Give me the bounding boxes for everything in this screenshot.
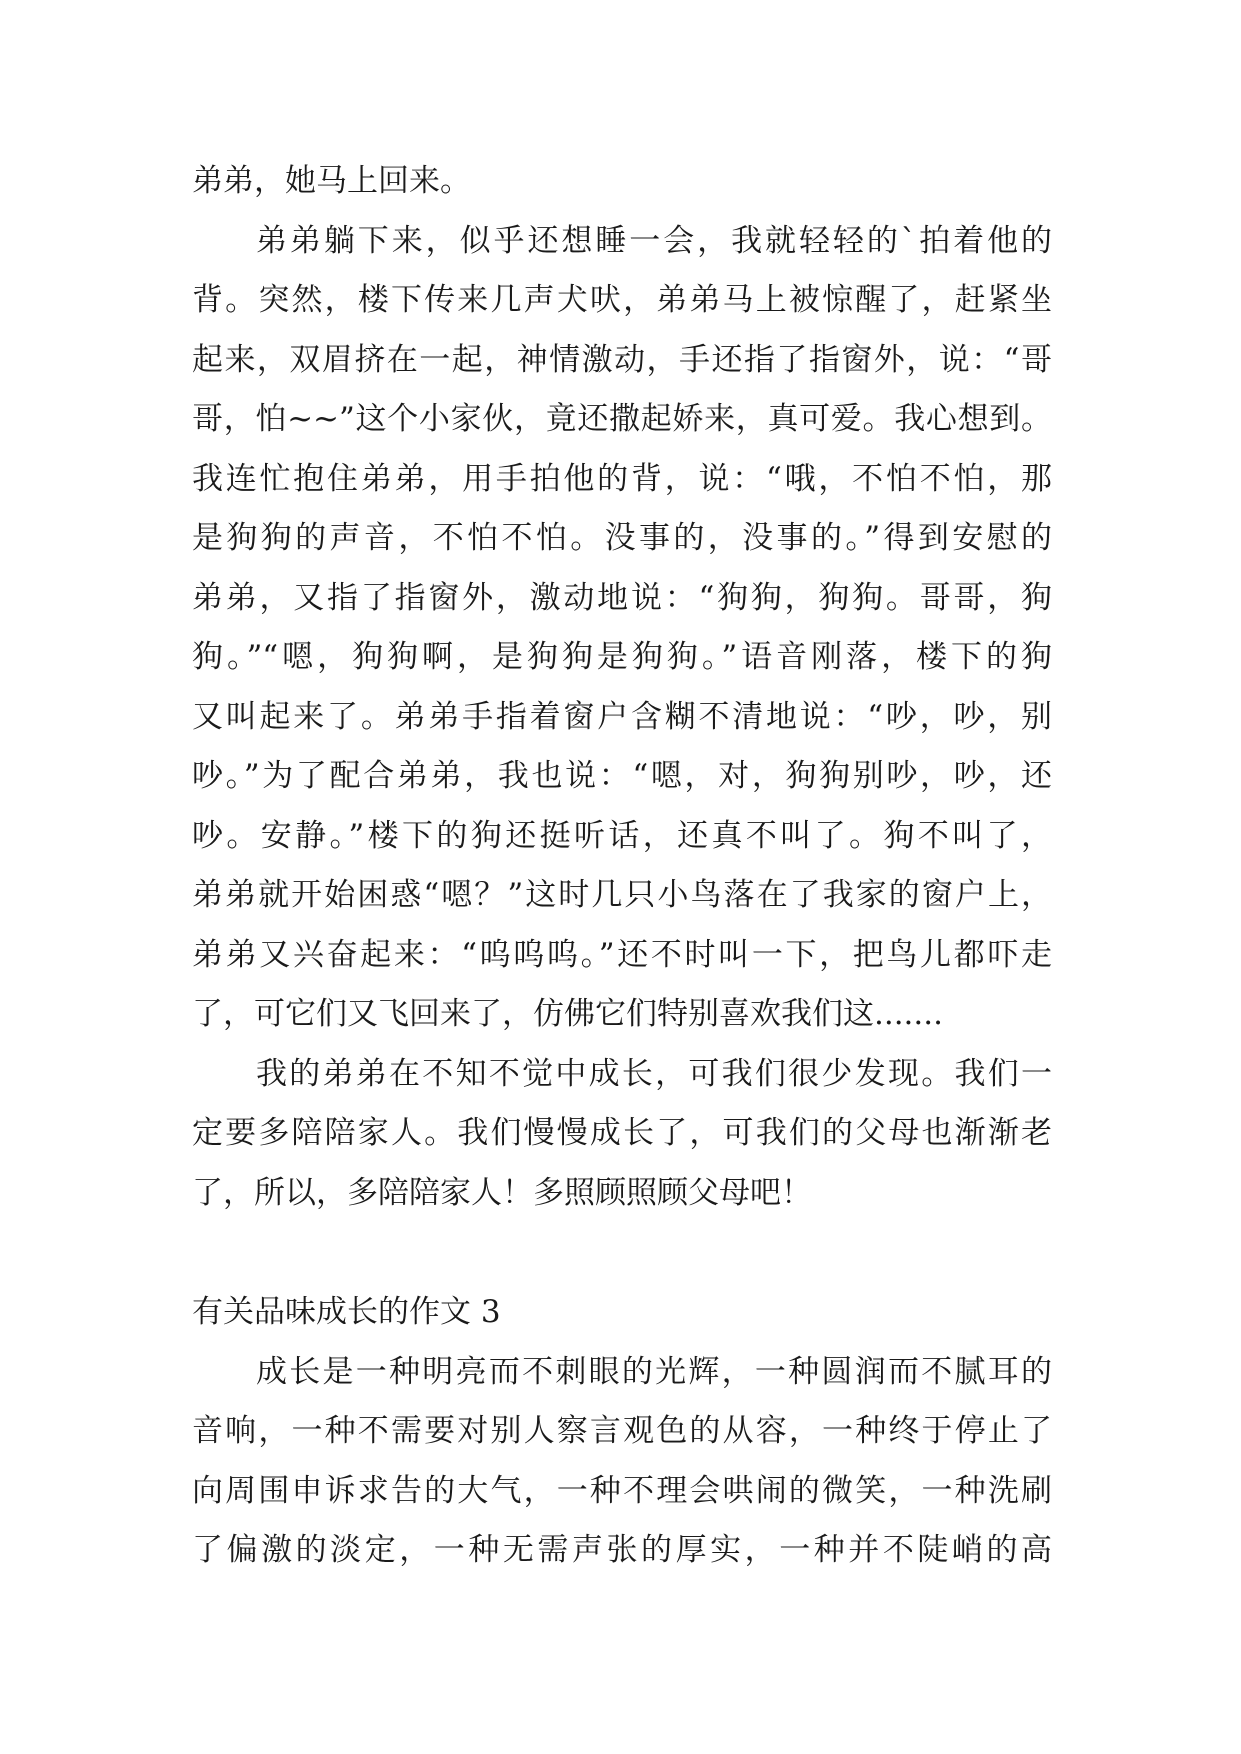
text-line: 我的弟弟在不知不觉中成长，可我们很少发现。我们一 (256, 1055, 1052, 1092)
text-line: 吵。”为了配合弟弟，我也说：“嗯，对，狗狗别吵，吵，还 (192, 758, 1052, 794)
text-line: 弟弟就开始困惑“嗯？”这时几只小鸟落在了我家的窗户上， (192, 877, 1052, 913)
text-line: 起来，双眉挤在一起，神情激动，手还指了指窗外，说：“哥 (192, 341, 1052, 378)
text-line: 向周围申诉求告的大气，一种不理会哄闹的微笑，一种洗刷 (192, 1472, 1052, 1509)
text-line: 吵。安静。”楼下的狗还挺听话，还真不叫了。狗不叫了， (192, 817, 1052, 854)
text-line: 定要多陪陪家人。我们慢慢成长了，可我们的父母也渐渐老 (192, 1115, 1052, 1151)
text-line: 了偏激的淡定，一种无需声张的厚实，一种并不陡峭的高 (192, 1532, 1052, 1568)
paragraph-3 (192, 1045, 1052, 1224)
text-line: 背。突然，楼下传来几声犬吠，弟弟马上被惊醒了，赶紧坐 (192, 282, 1052, 318)
section-title: 有关品味成长的作文 3 (192, 1294, 501, 1330)
text-line: 弟弟，她马上回来。 (192, 163, 471, 199)
text-line: 成长是一种明亮而不刺眼的光辉，一种圆润而不腻耳的 (256, 1353, 1052, 1390)
paragraph-1 (192, 152, 1052, 212)
section-spacer (192, 1223, 1052, 1283)
text-line: 音响，一种不需要对别人察言观色的从容，一种终于停止了 (192, 1413, 1052, 1449)
text-line: 又叫起来了。弟弟手指着窗户含糊不清地说：“吵，吵，别 (192, 698, 1052, 735)
paragraph-2 (192, 212, 1052, 1045)
text-line: 狗。”“嗯，狗狗啊，是狗狗是狗狗。”语音刚落，楼下的狗 (192, 639, 1052, 675)
text-line: 弟弟又兴奋起来：“呜呜呜。”还不时叫一下，把鸟儿都吓走 (192, 936, 1052, 973)
text-line: 弟弟，又指了指窗外，激动地说：“狗狗，狗狗。哥哥，狗 (192, 579, 1052, 616)
text-line: 哥，怕~~”这个小家伙，竟还撒起娇来，真可爱。我心想到。 (192, 401, 1052, 437)
text-line: 是狗狗的声音，不怕不怕。没事的，没事的。”得到安慰的 (192, 520, 1052, 556)
text-line: 弟弟躺下来，似乎还想睡一会，我就轻轻的`拍着他的 (256, 222, 1052, 259)
text-line: 我连忙抱住弟弟，用手拍他的背，说：“哦，不怕不怕，那 (192, 460, 1052, 497)
text-line: 了，所以，多陪陪家人！多照顾照顾父母吧！ (192, 1174, 812, 1211)
section-paragraph (192, 1343, 1052, 1581)
text-line: 了，可它们又飞回来了，仿佛它们特别喜欢我们这....... (192, 996, 943, 1032)
document-body (192, 152, 1052, 1581)
